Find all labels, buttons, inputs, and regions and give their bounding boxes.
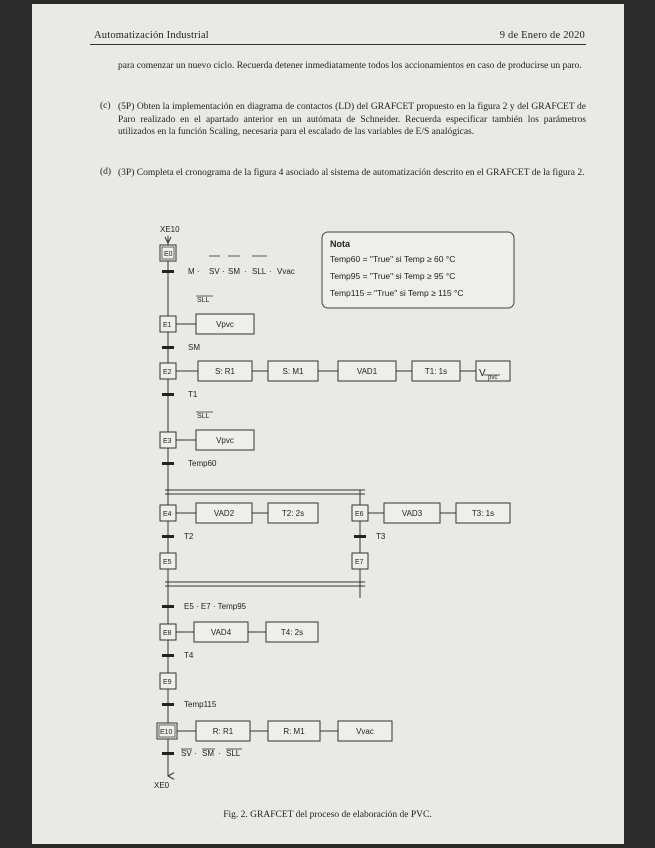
exit-label: XE0 (154, 781, 170, 790)
step-e1-condition: SLL (197, 297, 210, 304)
step-e10: E10 (160, 729, 173, 736)
transition-4: T2 (184, 532, 194, 541)
action-e8-timer-t4: T4: 2s (280, 628, 304, 637)
note-line-temp95: Temp95 = "True" si Temp ≥ 95 °C (330, 271, 456, 281)
action-e1-vpvc: Vpvc (216, 320, 234, 329)
step-e1: E1 (163, 322, 172, 329)
step-e4: E4 (163, 511, 172, 518)
note-line-temp115: Temp115 = "True" si Temp ≥ 115 °C (330, 288, 464, 298)
transition-1: SM (188, 343, 200, 352)
action-e2-timer-t1: T1: 1s (424, 367, 448, 376)
step-e2: E2 (163, 369, 172, 376)
step-e3-condition: SLL (197, 413, 210, 420)
transition-9-dot-1: · (194, 749, 197, 758)
step-e5: E5 (163, 559, 172, 566)
transition-9-sll: SLL (226, 749, 241, 758)
figure-caption: Fig. 2. GRAFCET del proceso de elaboración de PVC. (223, 810, 432, 820)
transition-2: T1 (188, 390, 198, 399)
transition-8: Temp115 (184, 700, 217, 709)
action-e4-timer-t2: T2: 2s (281, 509, 305, 518)
transition-3: Temp60 (188, 459, 217, 468)
entry-label: XE10 (160, 225, 180, 234)
transition-0-sv: SV (209, 267, 220, 276)
action-e2-set-m1: S: M1 (282, 367, 304, 376)
intro-paragraph: para comenzar un nuevo ciclo. Recuerda detener inmediatamente todos los accionamientos en caso de producirse un paro. (118, 61, 582, 71)
transition-9-sv: SV (181, 749, 192, 758)
item-c-label: (c) (100, 101, 111, 111)
action-e2-v-subscript: pvc (488, 375, 498, 381)
action-e8-vad4: VAD4 (210, 628, 232, 637)
transition-9-dot-2: · (218, 749, 221, 758)
action-e2-vad1: VAD1 (356, 367, 378, 376)
note-line-temp60: Temp60 = "True" si Temp ≥ 60 °C (330, 254, 456, 264)
step-e6: E6 (355, 511, 364, 518)
action-e4-vad2: VAD2 (213, 509, 235, 518)
action-e3-vpvc: Vpvc (216, 436, 234, 445)
transition-0-vvac: Vvac (277, 267, 295, 276)
transition-0-dot-3: · (269, 267, 272, 276)
step-e7: E7 (355, 559, 364, 566)
transition-7: T4 (184, 651, 194, 660)
action-e2-v: V (479, 368, 486, 379)
step-e8: E8 (163, 630, 172, 637)
transition-9-sm: SM (202, 749, 214, 758)
action-e2-set-r1: S: R1 (214, 367, 236, 376)
item-c-text: (5P) Obten la implementación en diagrama de contactos (LD) del GRAFCET propuesto en la figura 2 y del GRAFCET de Paro realizado en el apartado anterior en un autómata de Schneider. Recuerda especificar también los parámetros utilizados en la función Scaling, necesaria para el escalado de las variables de E/S analógicas. (118, 102, 586, 137)
item-d-label: (d) (100, 167, 112, 177)
transition-0-dot-2: · (244, 267, 247, 276)
item-d-text: (3P) Completa el cronograma de la figura 4 asociado al sistema de automatización descrito en el GRAFCET de la figura 2. (118, 168, 585, 178)
note-title: Nota (330, 239, 350, 249)
action-e10-reset-r1: R: R1 (212, 727, 234, 736)
transition-0-sm: SM (228, 267, 240, 276)
step-e3: E3 (163, 438, 172, 445)
transition-6: E5 · E7 · Temp95 (184, 602, 247, 611)
action-e10-reset-m1: R: M1 (283, 727, 305, 736)
step-e9: E9 (163, 679, 172, 686)
action-e6-vad3: VAD3 (401, 509, 423, 518)
action-e6-timer-t3: T3: 1s (471, 509, 495, 518)
transition-0-m: M · (188, 267, 200, 276)
header-date: 9 de Enero de 2020 (499, 30, 585, 41)
action-e10-vvac: Vvac (356, 727, 374, 736)
transition-0-dot-1: · (222, 267, 225, 276)
transition-0-sll: SLL (252, 267, 267, 276)
step-e0: E0 (164, 251, 173, 258)
header-course-title: Automatización Industrial (94, 30, 209, 41)
transition-5: T3 (376, 532, 386, 541)
